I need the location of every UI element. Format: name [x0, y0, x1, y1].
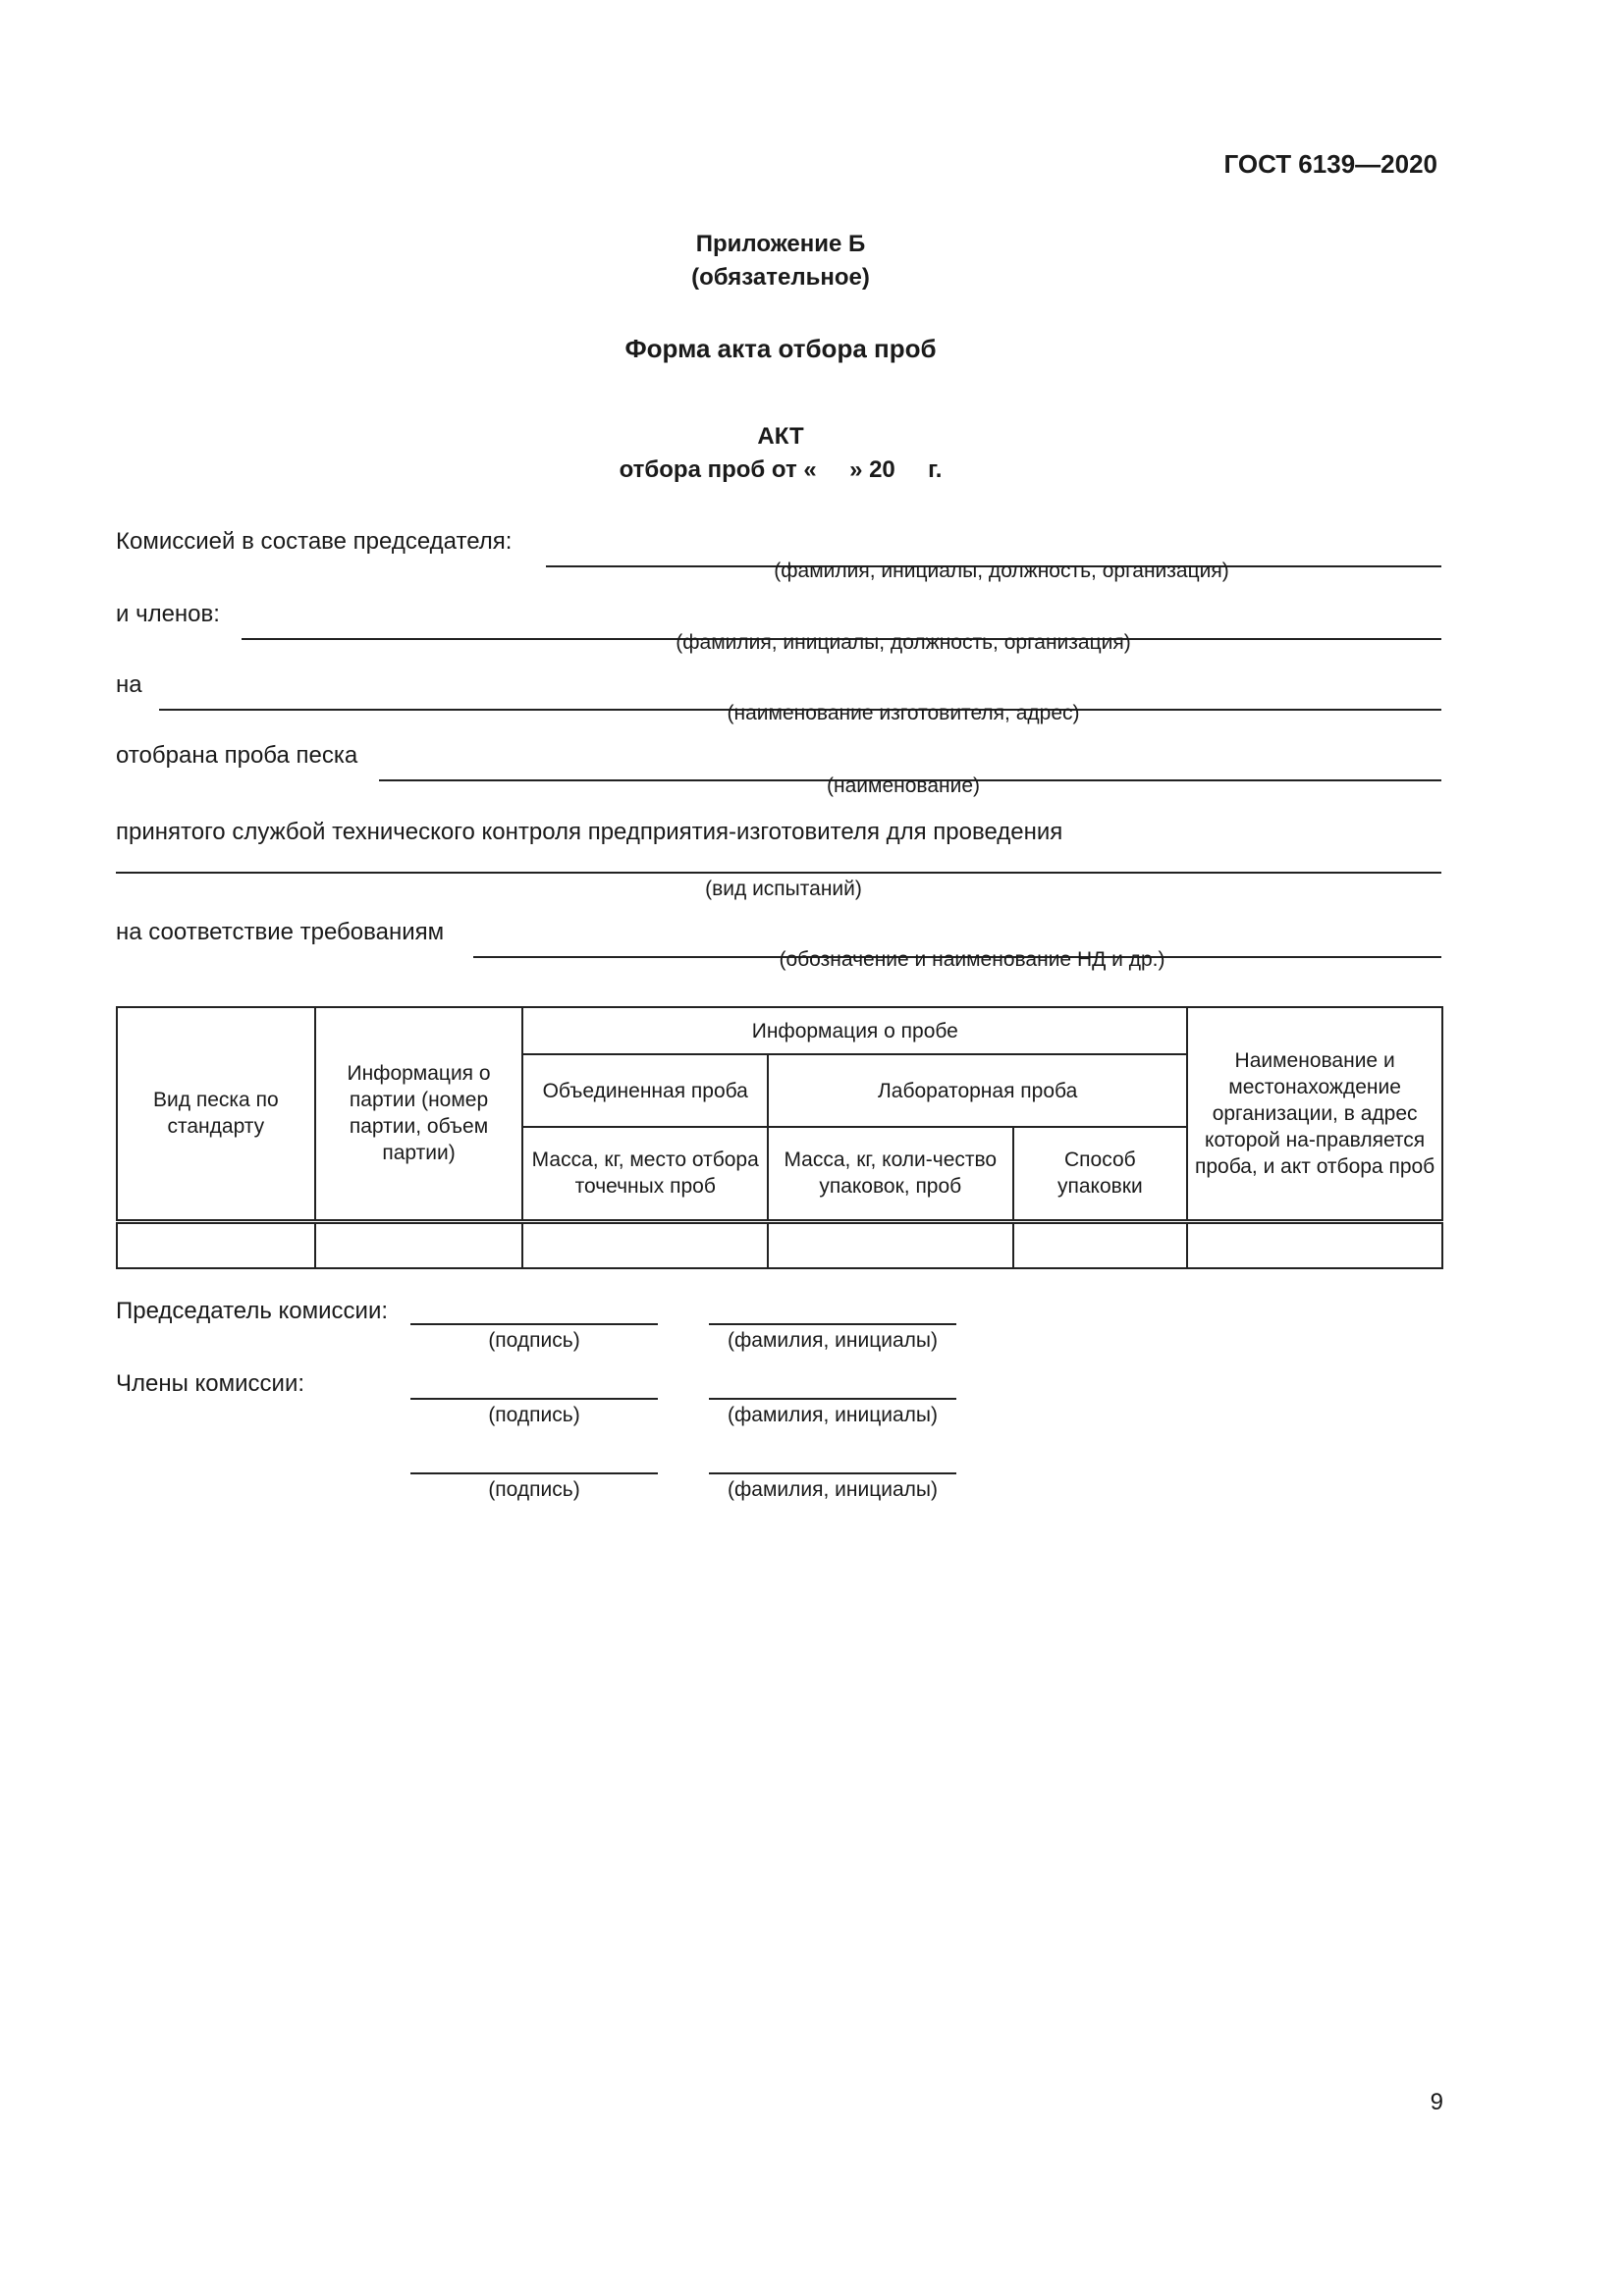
member2-name-hint: (фамилия, инициалы): [728, 1478, 938, 1501]
chair-signature-hint: (подпись): [488, 1329, 580, 1352]
test-type-hint: (вид испытаний): [705, 878, 862, 900]
cell-batch-info[interactable]: [315, 1221, 523, 1268]
member1-signature-line[interactable]: [410, 1398, 658, 1400]
act-subtitle: отбора проб от « » 20 г.: [619, 456, 943, 483]
member2-signature-line[interactable]: [410, 1472, 658, 1474]
annex-title: Приложение Б: [695, 231, 866, 257]
chair-signature-label: Председатель комиссии:: [116, 1298, 389, 1324]
member1-name-line[interactable]: [709, 1398, 956, 1400]
member2-name-line[interactable]: [709, 1472, 956, 1474]
cell-sand-type[interactable]: [117, 1221, 315, 1268]
annex-type: (обязательное): [691, 264, 870, 291]
header-mass-count: Масса, кг, коли-чество упаковок, проб: [768, 1127, 1012, 1221]
act-title: АКТ: [757, 423, 804, 450]
header-sample-info: Информация о пробе: [522, 1007, 1187, 1054]
header-destination: Наименование и местонахождение организации, в адрес которой на-правляется проба, и акт отбора проб: [1187, 1007, 1442, 1221]
chair-label: Комиссией в составе председателя:: [116, 528, 513, 555]
compliance-label: на соответствие требованиям: [116, 919, 445, 945]
members-label: и членов:: [116, 601, 220, 627]
accepted-text: принятого службой технического контроля предприятия-изготовителя для проведения: [116, 819, 1063, 845]
member2-signature-hint: (подпись): [488, 1478, 580, 1501]
manufacturer-hint: (наименование изготовителя, адрес): [727, 702, 1080, 724]
form-title: Форма акта отбора проб: [624, 334, 937, 363]
header-packing: Способ упаковки: [1013, 1127, 1188, 1221]
header-batch-info: Информация о партии (номер партии, объем партии): [315, 1007, 523, 1221]
header-sand-type: Вид песка по стандарту: [117, 1007, 315, 1221]
test-type-input-line[interactable]: [116, 872, 1441, 874]
page-number: 9: [1430, 2089, 1443, 2115]
annex-heading: [0, 228, 1561, 294]
table-row: [117, 1221, 1442, 1268]
cell-mass-place[interactable]: [522, 1221, 768, 1268]
sample-label: отобрана проба песка: [116, 742, 358, 769]
sample-table: [116, 1006, 1443, 1269]
cell-destination[interactable]: [1187, 1221, 1442, 1268]
compliance-hint: (обозначение и наименование НД и др.): [779, 948, 1165, 971]
sample-hint: (наименование): [827, 774, 980, 797]
member1-signature-hint: (подпись): [488, 1404, 580, 1426]
header-mass-place: Масса, кг, место отбора точечных проб: [522, 1127, 768, 1221]
header-combined-sample: Объединенная проба: [522, 1054, 768, 1127]
chair-signature-line[interactable]: [410, 1323, 658, 1325]
chair-name-hint: (фамилия, инициалы): [728, 1329, 938, 1352]
cell-packing[interactable]: [1013, 1221, 1188, 1268]
cell-mass-count[interactable]: [768, 1221, 1012, 1268]
member1-name-hint: (фамилия, инициалы): [728, 1404, 938, 1426]
chair-name-line[interactable]: [709, 1323, 956, 1325]
chair-hint: (фамилия, инициалы, должность, организация): [774, 560, 1229, 582]
header-lab-sample: Лабораторная проба: [768, 1054, 1187, 1127]
manufacturer-label: на: [116, 671, 142, 698]
members-signature-label: Члены комиссии:: [116, 1370, 305, 1397]
members-hint: (фамилия, инициалы, должность, организация): [676, 631, 1131, 654]
act-heading: [0, 420, 1561, 487]
standard-number: ГОСТ 6139—2020: [1223, 149, 1437, 179]
